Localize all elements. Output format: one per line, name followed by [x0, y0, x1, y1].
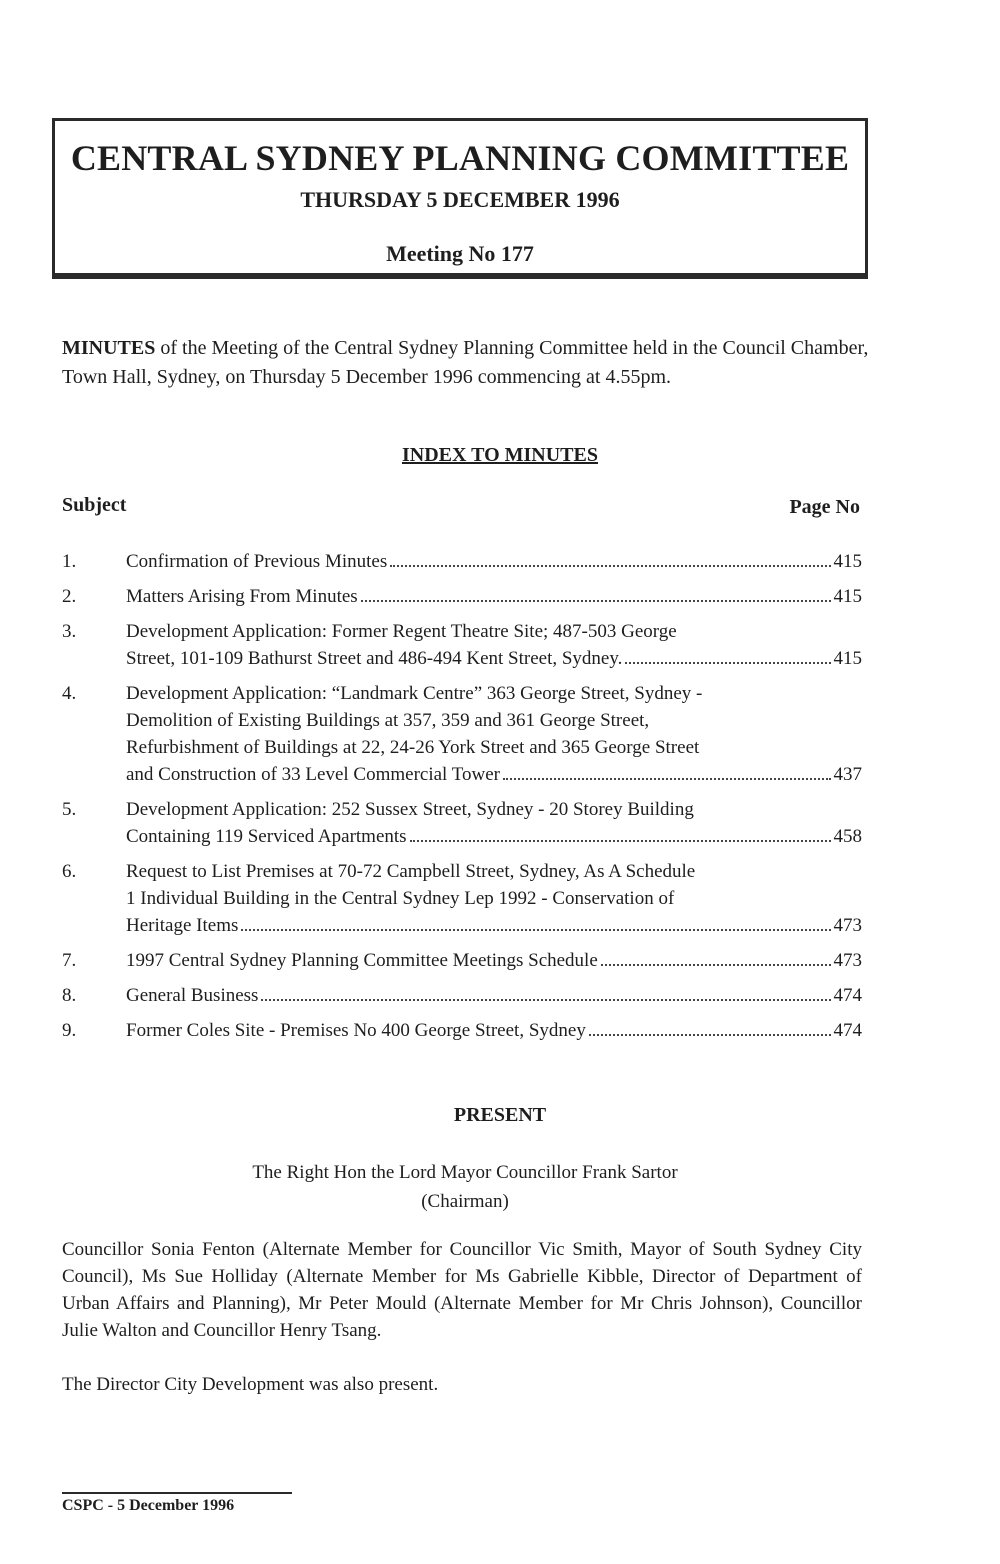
index-item — [62, 618, 862, 672]
index-item-line: Development Application: 252 Sussex Street, Sydney - 20 Storey Building — [126, 799, 694, 820]
index-item-number: 2. — [62, 586, 77, 607]
index-item-line: Confirmation of Previous Minutes — [126, 551, 388, 572]
index-item-line: Development Application: Former Regent Theatre Site; 487-503 George — [126, 621, 677, 642]
present-heading: PRESENT — [453, 1104, 547, 1126]
index-item-line: and Construction of 33 Level Commercial Tower — [126, 764, 501, 785]
index-item-subject — [126, 858, 862, 939]
members-present: Councillor Sonia Fenton (Alternate Member for Councillor Vic Smith, Mayor of South Sydney City Council), Ms Sue Holliday (Alternate Member for Ms Gabrielle Kibble, Director of Department of Urban Affairs and Planning), Mr Peter Mould (Alternate Member for Mr Chris Johnson), Councillor Julie Walton and Councillor Henry Tsang. — [62, 1239, 862, 1341]
index-item — [62, 796, 862, 850]
index-item-line: Street, 101-109 Bathurst Street and 486-494 Kent Street, Sydney. — [126, 648, 623, 669]
chairman-name: The Right Hon the Lord Mayor Councillor Frank Sartor — [252, 1162, 678, 1183]
dot-leader — [261, 998, 830, 1001]
index-item — [62, 583, 862, 610]
index-item-line: Former Coles Site - Premises No 400 George Street, Sydney — [126, 1020, 586, 1041]
index-item-subject — [126, 680, 862, 788]
index-item-subject — [126, 982, 862, 1009]
index-item-page: 458 — [833, 826, 862, 847]
index-item-page: 415 — [833, 551, 862, 572]
index-item-line: Heritage Items — [126, 915, 239, 936]
dot-leader — [503, 777, 830, 780]
index-item-last-line — [126, 583, 862, 610]
index-item-number: 7. — [62, 950, 77, 971]
index-item — [62, 680, 862, 788]
footer-rule — [62, 1492, 292, 1494]
dot-leader — [241, 928, 830, 931]
index-item — [62, 548, 862, 575]
also-present: The Director City Development was also present. — [62, 1374, 439, 1395]
index-item-last-line — [126, 912, 862, 939]
index-item-last-line — [126, 947, 862, 974]
index-item-subject — [126, 583, 862, 610]
committee-title: CENTRAL SYDNEY PLANNING COMMITTEE — [70, 138, 850, 178]
minutes-intro-text: of the Meeting of the Central Sydney Planning Committee held in the Council Chamber, Town Hall, Sydney, on Thursday 5 December 1996 commencing at 4.55pm. — [62, 337, 869, 388]
index-item-subject — [126, 1017, 862, 1044]
chairman-block — [0, 1158, 930, 1216]
index-item-page: 473 — [833, 915, 862, 936]
index-item-number: 6. — [62, 861, 77, 882]
footer-text: CSPC - 5 December 1996 — [62, 1497, 235, 1514]
index-item-page: 437 — [833, 764, 862, 785]
dot-leader — [390, 564, 830, 567]
index-item-line: Containing 119 Serviced Apartments — [126, 826, 407, 847]
index-item — [62, 982, 862, 1009]
index-item-line: 1 Individual Building in the Central Sydney Lep 1992 - Conservation of — [126, 888, 675, 909]
index-item-line: Demolition of Existing Buildings at 357, 359 and 361 George Street, — [126, 710, 650, 731]
index-item-number: 1. — [62, 551, 77, 572]
index-item-line: Development Application: “Landmark Centre” 363 George Street, Sydney - — [126, 683, 703, 704]
subject-column-label: Subject — [62, 494, 127, 516]
index-item-number: 4. — [62, 683, 77, 704]
index-item-page: 474 — [833, 1020, 862, 1041]
index-item — [62, 1017, 862, 1044]
minutes-intro — [62, 334, 872, 392]
minutes-lead: MINUTES — [62, 337, 156, 359]
index-item-line: General Business — [126, 985, 259, 1006]
index-item-line: Request to List Premises at 70-72 Campbell Street, Sydney, As A Schedule — [126, 861, 696, 882]
index-item-number: 5. — [62, 799, 77, 820]
page-column-label: Page No — [789, 496, 860, 518]
index-item-line: Refurbishment of Buildings at 22, 24-26 York Street and 365 George Street — [126, 737, 700, 758]
index-item-page: 473 — [833, 950, 862, 971]
index-list — [62, 548, 862, 1052]
index-item-subject — [126, 618, 862, 672]
index-item-number: 9. — [62, 1020, 77, 1041]
dot-leader — [361, 599, 831, 602]
index-item-last-line — [126, 823, 862, 850]
index-heading: INDEX TO MINUTES — [402, 444, 598, 466]
index-item-page: 474 — [833, 985, 862, 1006]
meeting-number: Meeting No 177 — [386, 241, 534, 266]
index-item-subject — [126, 947, 862, 974]
index-item-subject — [126, 796, 862, 850]
index-item-line: Matters Arising From Minutes — [126, 586, 358, 607]
index-item-line: 1997 Central Sydney Planning Committee Meetings Schedule — [126, 950, 598, 971]
index-item-number: 8. — [62, 985, 77, 1006]
meeting-date: THURSDAY 5 DECEMBER 1996 — [300, 187, 620, 212]
index-item — [62, 947, 862, 974]
index-item-page: 415 — [833, 586, 862, 607]
index-item — [62, 858, 862, 939]
index-item-last-line — [126, 645, 862, 672]
dot-leader — [410, 839, 831, 842]
index-item-page: 415 — [833, 648, 862, 669]
index-item-last-line — [126, 1017, 862, 1044]
index-item-subject — [126, 548, 862, 575]
dot-leader — [601, 963, 831, 966]
dot-leader — [589, 1033, 831, 1036]
chairman-role: (Chairman) — [421, 1191, 509, 1212]
title-box — [52, 118, 868, 279]
index-item-last-line — [126, 761, 862, 788]
index-item-last-line — [126, 982, 862, 1009]
index-item-number: 3. — [62, 621, 77, 642]
index-item-last-line — [126, 548, 862, 575]
dot-leader — [625, 661, 830, 664]
